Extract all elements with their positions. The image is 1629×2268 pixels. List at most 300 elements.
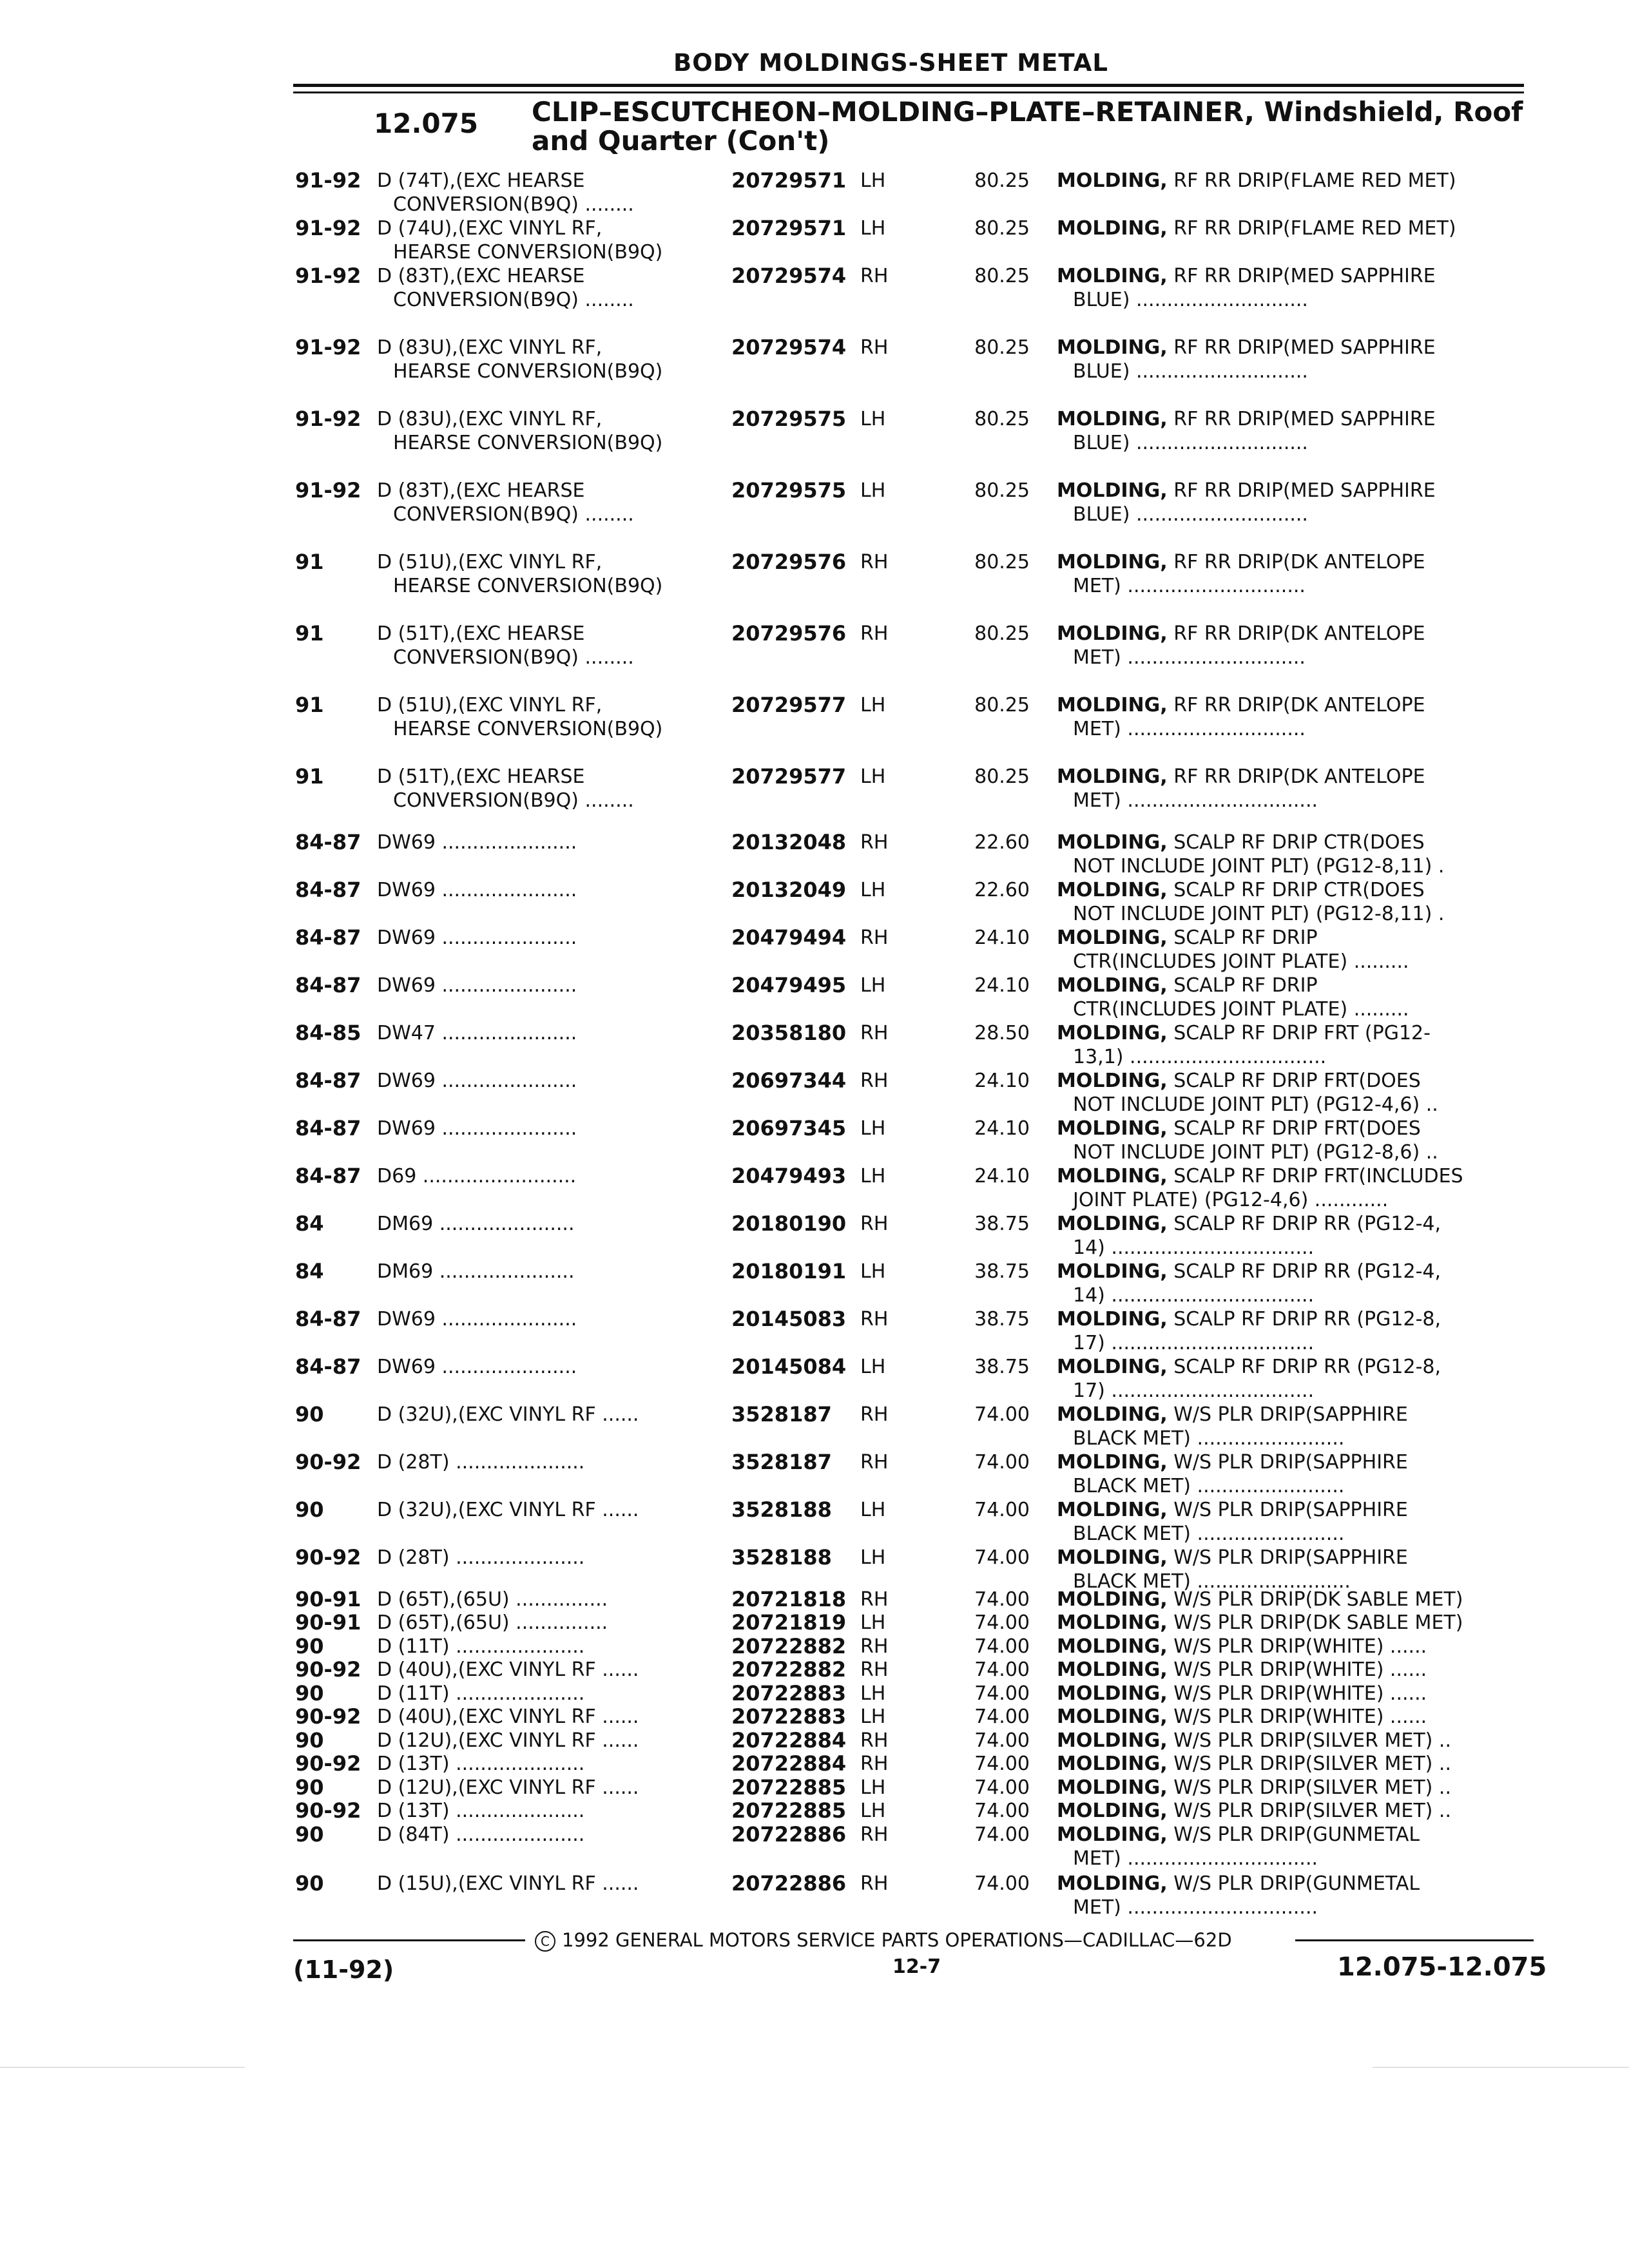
row-description — [377, 1729, 639, 1753]
row-description-line: CONVERSION(B9Q) ........ — [393, 193, 634, 216]
row-description-line: D (74T),(EXC HEARSE — [377, 169, 585, 192]
row-year: 91 — [295, 621, 324, 646]
row-price: 74.00 — [974, 1658, 1030, 1681]
row-part-number: 20722884 — [731, 1728, 847, 1753]
row-description — [377, 878, 577, 902]
row-position: LH — [860, 1260, 886, 1283]
row-price: 22.60 — [974, 879, 1030, 901]
row-part-name — [1057, 1117, 1438, 1164]
row-part-name-line: RF RR DRIP(MED SAPPHIRE — [1173, 479, 1436, 502]
row-price: 74.00 — [974, 1635, 1030, 1658]
row-position: RH — [860, 1635, 889, 1658]
scan-artifact-right — [1373, 2067, 1629, 2068]
row-part-number: 20721819 — [731, 1610, 847, 1635]
row-description-line: D (13T) ..................... — [377, 1800, 585, 1822]
row-part-name — [1057, 264, 1436, 312]
section-title-line1: CLIP–ESCUTCHEON–MOLDING–PLATE–RETAINER, Windshield, Roof — [532, 96, 1523, 128]
row-part-number: 20729571 — [731, 168, 847, 193]
row-price: 28.50 — [974, 1022, 1030, 1044]
row-part-name-keyword: MOLDING, — [1057, 408, 1168, 430]
row-part-name-keyword: MOLDING, — [1057, 1308, 1168, 1331]
row-description-line: DW69 ...................... — [377, 1308, 577, 1331]
row-part-name-line: BLACK MET) ........................ — [1073, 1427, 1345, 1450]
row-part-name-keyword: MOLDING, — [1057, 1872, 1168, 1895]
row-part-name-line: JOINT PLATE) (PG12-4,6) ............ — [1073, 1189, 1389, 1211]
row-description — [377, 1611, 608, 1635]
footer-copyright — [535, 1929, 1232, 1952]
row-part-name — [1057, 1307, 1441, 1355]
row-part-number: 20722884 — [731, 1751, 847, 1776]
row-part-number: 20697344 — [731, 1068, 847, 1093]
row-description — [377, 1498, 639, 1522]
row-part-name-line: W/S PLR DRIP(GUNMETAL — [1173, 1823, 1420, 1846]
row-part-name-line: RF RR DRIP(DK ANTELOPE — [1173, 765, 1425, 788]
row-year: 90 — [295, 1402, 324, 1427]
row-part-name-line: SCALP RF DRIP FRT (PG12- — [1173, 1022, 1431, 1044]
row-part-number: 20722882 — [731, 1657, 847, 1682]
row-part-number: 3528187 — [731, 1450, 832, 1474]
row-description — [377, 926, 577, 950]
row-price: 74.00 — [974, 1872, 1030, 1895]
row-year: 84 — [295, 1259, 324, 1283]
row-price: 74.00 — [974, 1800, 1030, 1822]
row-price: 80.25 — [974, 694, 1030, 716]
row-description — [377, 407, 662, 455]
row-description — [377, 1307, 577, 1331]
row-description — [377, 1117, 577, 1140]
row-description-line: D (40U),(EXC VINYL RF ...... — [377, 1706, 639, 1728]
row-price: 80.25 — [974, 408, 1030, 430]
row-part-name-line: SCALP RF DRIP CTR(DOES — [1173, 831, 1425, 854]
row-part-name-line: W/S PLR DRIP(SAPPHIRE — [1173, 1546, 1408, 1569]
row-part-number: 20479494 — [731, 925, 847, 950]
row-price: 38.75 — [974, 1260, 1030, 1283]
row-description — [377, 1823, 584, 1847]
row-description-line: D (51U),(EXC VINYL RF, — [377, 551, 602, 573]
row-year: 91-92 — [295, 478, 361, 503]
row-description — [377, 1635, 584, 1658]
row-position: RH — [860, 1872, 889, 1895]
row-part-name-keyword: MOLDING, — [1057, 927, 1168, 949]
row-part-number: 3528187 — [731, 1402, 832, 1427]
row-part-name-line: BLACK MET) ........................ — [1073, 1475, 1345, 1497]
row-position: LH — [860, 1356, 886, 1378]
row-price: 38.75 — [974, 1213, 1030, 1235]
row-part-name — [1057, 765, 1425, 812]
row-year: 91-92 — [295, 168, 361, 193]
row-price: 74.00 — [974, 1499, 1030, 1521]
row-part-number: 20729574 — [731, 335, 847, 360]
row-description — [377, 831, 577, 854]
row-price: 80.25 — [974, 765, 1030, 788]
row-description — [377, 1658, 639, 1682]
row-description — [377, 216, 662, 264]
row-part-name — [1057, 1588, 1463, 1611]
row-part-name — [1057, 1069, 1438, 1117]
row-part-name — [1057, 169, 1456, 193]
row-part-name-line: SCALP RF DRIP — [1173, 974, 1318, 997]
row-part-name-line: W/S PLR DRIP(WHITE) ...... — [1173, 1682, 1427, 1705]
row-part-name-line: RF RR DRIP(DK ANTELOPE — [1173, 622, 1425, 645]
row-description — [377, 1260, 575, 1283]
row-part-name-line: W/S PLR DRIP(WHITE) ...... — [1173, 1658, 1427, 1681]
row-part-number: 20697345 — [731, 1116, 847, 1140]
row-year: 84-87 — [295, 1068, 361, 1093]
row-position: LH — [860, 169, 886, 192]
row-part-name-keyword: MOLDING, — [1057, 265, 1168, 287]
row-year: 84-87 — [295, 1164, 361, 1188]
row-year: 90-92 — [295, 1798, 361, 1823]
row-part-name — [1057, 926, 1409, 974]
row-part-name-line: SCALP RF DRIP CTR(DOES — [1173, 879, 1425, 901]
row-position: LH — [860, 479, 886, 502]
row-part-name-line: SCALP RF DRIP FRT(DOES — [1173, 1070, 1421, 1092]
row-part-name-keyword: MOLDING, — [1057, 217, 1168, 240]
row-description — [377, 1588, 608, 1611]
scan-artifact-left — [0, 2067, 245, 2068]
row-position: LH — [860, 694, 886, 716]
row-description — [377, 336, 662, 383]
row-part-name-keyword: MOLDING, — [1057, 831, 1168, 854]
row-year: 90-91 — [295, 1587, 361, 1611]
row-description — [377, 622, 634, 669]
row-description-line: D (74U),(EXC VINYL RF, — [377, 217, 602, 240]
row-part-number: 20145084 — [731, 1354, 847, 1379]
row-position: RH — [860, 622, 889, 645]
row-part-name-line: BLUE) ............................ — [1073, 289, 1308, 311]
row-part-number: 20729577 — [731, 693, 847, 717]
row-part-name-line: W/S PLR DRIP(GUNMETAL — [1173, 1872, 1420, 1895]
row-part-name — [1057, 831, 1444, 878]
row-description-line: D (13T) ..................... — [377, 1753, 585, 1775]
row-year: 90-91 — [295, 1610, 361, 1635]
row-description-line: DW69 ...................... — [377, 974, 577, 997]
row-part-name-keyword: MOLDING, — [1057, 1451, 1168, 1474]
row-position: LH — [860, 1165, 886, 1187]
row-description-line: D (12U),(EXC VINYL RF ...... — [377, 1776, 639, 1799]
row-description-line: D (51T),(EXC HEARSE — [377, 765, 585, 788]
row-part-name-keyword: MOLDING, — [1057, 879, 1168, 901]
row-part-name-keyword: MOLDING, — [1057, 765, 1168, 788]
row-price: 74.00 — [974, 1611, 1030, 1634]
row-description-line: HEARSE CONVERSION(B9Q) — [393, 718, 663, 740]
row-year: 90 — [295, 1634, 324, 1658]
row-part-name-keyword: MOLDING, — [1057, 336, 1168, 359]
row-part-number: 20145083 — [731, 1307, 847, 1331]
row-description — [377, 1799, 584, 1823]
row-price: 74.00 — [974, 1753, 1030, 1775]
row-price: 24.10 — [974, 1070, 1030, 1092]
row-price: 38.75 — [974, 1308, 1030, 1331]
row-part-name-line: 17) ................................. — [1073, 1332, 1315, 1354]
row-part-number: 20722886 — [731, 1871, 847, 1896]
row-part-name — [1057, 1546, 1408, 1593]
row-part-name-line: NOT INCLUDE JOINT PLT) (PG12-8,6) .. — [1073, 1141, 1438, 1164]
row-year: 84-87 — [295, 878, 361, 902]
row-description-line: D (11T) ..................... — [377, 1682, 585, 1705]
row-part-name-line: NOT INCLUDE JOINT PLT) (PG12-8,11) . — [1073, 903, 1445, 925]
page-header-title: BODY MOLDINGS-SHEET METAL — [673, 49, 1108, 77]
row-part-name — [1057, 1705, 1427, 1729]
row-price: 74.00 — [974, 1403, 1030, 1426]
row-description-line: D69 ......................... — [377, 1165, 577, 1187]
row-description — [377, 479, 634, 526]
row-position: LH — [860, 217, 886, 240]
row-description-line: D (32U),(EXC VINYL RF ...... — [377, 1499, 639, 1521]
row-part-name-line: W/S PLR DRIP(DK SABLE MET) — [1173, 1611, 1463, 1634]
row-description-line: D (40U),(EXC VINYL RF ...... — [377, 1658, 639, 1681]
row-position: RH — [860, 551, 889, 573]
row-year: 90-92 — [295, 1450, 361, 1474]
row-year: 84-87 — [295, 830, 361, 854]
row-part-name-line: 13,1) ................................ — [1073, 1046, 1327, 1068]
row-part-name — [1057, 622, 1425, 669]
row-part-name-line: W/S PLR DRIP(SILVER MET) .. — [1173, 1800, 1451, 1822]
row-description-line: DW69 ...................... — [377, 1117, 577, 1140]
row-price: 74.00 — [974, 1451, 1030, 1474]
row-part-name-keyword: MOLDING, — [1057, 1658, 1168, 1681]
row-part-name-keyword: MOLDING, — [1057, 694, 1168, 716]
row-position: LH — [860, 1706, 886, 1728]
row-part-name-line: NOT INCLUDE JOINT PLT) (PG12-4,6) .. — [1073, 1093, 1438, 1116]
row-part-name-line: W/S PLR DRIP(WHITE) ...... — [1173, 1635, 1427, 1658]
row-part-name-line: SCALP RF DRIP RR (PG12-8, — [1173, 1356, 1441, 1378]
row-price: 24.10 — [974, 1165, 1030, 1187]
row-position: LH — [860, 1546, 886, 1569]
row-price: 80.25 — [974, 336, 1030, 359]
row-part-number: 3528188 — [731, 1545, 832, 1570]
row-part-number: 20729577 — [731, 764, 847, 789]
row-description — [377, 1682, 584, 1706]
footer-section-range: 12.075-12.075 — [1337, 1952, 1547, 1982]
row-description — [377, 1355, 577, 1379]
row-part-name-keyword: MOLDING, — [1057, 551, 1168, 573]
row-position: LH — [860, 879, 886, 901]
row-part-name-line: W/S PLR DRIP(SAPPHIRE — [1173, 1403, 1408, 1426]
row-description — [377, 1403, 639, 1427]
row-description-line: D (83T),(EXC HEARSE — [377, 479, 585, 502]
row-price: 74.00 — [974, 1776, 1030, 1799]
row-position: RH — [860, 1588, 889, 1611]
row-part-number: 20722883 — [731, 1704, 847, 1729]
row-price: 74.00 — [974, 1823, 1030, 1846]
row-description — [377, 169, 634, 216]
row-part-name-line: BLACK MET) ........................ — [1073, 1523, 1345, 1545]
row-part-name-keyword: MOLDING, — [1057, 1635, 1168, 1658]
row-part-name-keyword: MOLDING, — [1057, 1706, 1168, 1728]
row-price: 80.25 — [974, 217, 1030, 240]
footer-page-number: 12-7 — [892, 1956, 941, 1978]
row-part-number: 20729574 — [731, 264, 847, 288]
row-part-number: 20729576 — [731, 550, 847, 574]
row-part-number: 20479493 — [731, 1164, 847, 1188]
row-part-name — [1057, 1682, 1427, 1706]
row-year: 91-92 — [295, 335, 361, 360]
row-part-name-line: NOT INCLUDE JOINT PLT) (PG12-8,11) . — [1073, 855, 1445, 878]
row-position: LH — [860, 1117, 886, 1140]
row-part-name-line: SCALP RF DRIP RR (PG12-4, — [1173, 1260, 1441, 1283]
row-part-number: 20358180 — [731, 1021, 847, 1045]
row-part-name-keyword: MOLDING, — [1057, 622, 1168, 645]
row-part-name — [1057, 216, 1456, 240]
row-description-line: D (83T),(EXC HEARSE — [377, 265, 585, 287]
row-description-line: D (51T),(EXC HEARSE — [377, 622, 585, 645]
row-year: 90 — [295, 1728, 324, 1753]
row-description-line: HEARSE CONVERSION(B9Q) — [393, 575, 663, 597]
row-part-name-line: SCALP RF DRIP FRT(DOES — [1173, 1117, 1421, 1140]
row-part-name-line: W/S PLR DRIP(SAPPHIRE — [1173, 1499, 1408, 1521]
row-price: 74.00 — [974, 1682, 1030, 1705]
row-part-name-line: SCALP RF DRIP FRT(INCLUDES — [1173, 1165, 1463, 1187]
row-part-name-keyword: MOLDING, — [1057, 1165, 1168, 1187]
row-description — [377, 1212, 575, 1236]
row-part-name-line: RF RR DRIP(MED SAPPHIRE — [1173, 336, 1436, 359]
row-part-number: 20479495 — [731, 973, 847, 997]
row-year: 84-87 — [295, 1354, 361, 1379]
row-part-name — [1057, 1776, 1451, 1800]
row-description-line: D (12U),(EXC VINYL RF ...... — [377, 1729, 639, 1752]
row-description-line: D (65T),(65U) ............... — [377, 1611, 608, 1634]
row-part-name-line: W/S PLR DRIP(SILVER MET) .. — [1173, 1753, 1451, 1775]
row-position: RH — [860, 1213, 889, 1235]
row-year: 84 — [295, 1211, 324, 1236]
row-part-number: 20180191 — [731, 1259, 847, 1283]
row-part-name-line: MET) ............................... — [1073, 1847, 1318, 1870]
row-description-line: DW69 ...................... — [377, 879, 577, 901]
row-description — [377, 1450, 584, 1474]
row-part-name-keyword: MOLDING, — [1057, 1022, 1168, 1044]
row-description-line: CONVERSION(B9Q) ........ — [393, 503, 634, 526]
row-part-name — [1057, 693, 1425, 741]
row-part-name-keyword: MOLDING, — [1057, 1753, 1168, 1775]
row-part-number: 20180190 — [731, 1211, 847, 1236]
row-part-name-line: 17) ................................. — [1073, 1379, 1315, 1402]
row-price: 74.00 — [974, 1729, 1030, 1752]
row-description-line: DM69 ...................... — [377, 1213, 575, 1235]
row-year: 90 — [295, 1775, 324, 1800]
row-position: LH — [860, 1800, 886, 1822]
row-description-line: DW69 ...................... — [377, 831, 577, 854]
row-price: 74.00 — [974, 1706, 1030, 1728]
row-part-name-keyword: MOLDING, — [1057, 1776, 1168, 1799]
row-position: RH — [860, 1823, 889, 1846]
row-year: 91 — [295, 550, 324, 574]
row-part-name — [1057, 1658, 1427, 1682]
row-position: RH — [860, 1451, 889, 1474]
row-part-number: 20722883 — [731, 1681, 847, 1706]
row-description-line: D (11T) ..................... — [377, 1635, 585, 1658]
row-description — [377, 1546, 584, 1570]
row-part-name-line: MET) ............................. — [1073, 718, 1306, 740]
row-price: 80.25 — [974, 169, 1030, 192]
row-price: 74.00 — [974, 1588, 1030, 1611]
row-part-name-line: W/S PLR DRIP(DK SABLE MET) — [1173, 1588, 1463, 1611]
row-year: 90-92 — [295, 1751, 361, 1776]
row-position: RH — [860, 1403, 889, 1426]
row-year: 90-92 — [295, 1704, 361, 1729]
row-part-number: 20722885 — [731, 1798, 847, 1823]
row-price: 80.25 — [974, 479, 1030, 502]
row-position: RH — [860, 1729, 889, 1752]
row-description-line: HEARSE CONVERSION(B9Q) — [393, 360, 663, 383]
row-part-name-keyword: MOLDING, — [1057, 1611, 1168, 1634]
row-part-name — [1057, 550, 1425, 598]
row-description-line: D (28T) ..................... — [377, 1451, 585, 1474]
row-part-name — [1057, 1872, 1420, 1919]
row-year: 91-92 — [295, 264, 361, 288]
row-part-name-keyword: MOLDING, — [1057, 479, 1168, 502]
row-position: RH — [860, 1753, 889, 1775]
row-year: 91 — [295, 764, 324, 789]
row-price: 80.25 — [974, 265, 1030, 287]
row-part-name-line: BLUE) ............................ — [1073, 360, 1308, 383]
row-part-name-keyword: MOLDING, — [1057, 1682, 1168, 1705]
row-description-line: HEARSE CONVERSION(B9Q) — [393, 432, 663, 454]
row-part-name-keyword: MOLDING, — [1057, 974, 1168, 997]
row-price: 24.10 — [974, 974, 1030, 997]
row-part-name — [1057, 1212, 1441, 1260]
row-part-number: 20132049 — [731, 878, 847, 902]
row-part-name-keyword: MOLDING, — [1057, 169, 1168, 192]
row-position: LH — [860, 765, 886, 788]
row-description-line: D (28T) ..................... — [377, 1546, 585, 1569]
row-part-number: 20722886 — [731, 1822, 847, 1847]
row-year: 91 — [295, 693, 324, 717]
row-part-name-keyword: MOLDING, — [1057, 1213, 1168, 1235]
row-part-name — [1057, 336, 1436, 383]
row-description — [377, 550, 662, 598]
section-number: 12.075 — [374, 108, 479, 139]
row-year: 84-87 — [295, 1307, 361, 1331]
row-description — [377, 1872, 639, 1896]
row-part-number: 20729576 — [731, 621, 847, 646]
row-description — [377, 693, 662, 741]
row-part-name-line: BLUE) ............................ — [1073, 432, 1308, 454]
row-part-name-line: SCALP RF DRIP RR (PG12-4, — [1173, 1213, 1441, 1235]
row-part-name-line: MET) ............................. — [1073, 646, 1306, 669]
row-part-name-keyword: MOLDING, — [1057, 1356, 1168, 1378]
row-part-name-line: RF RR DRIP(MED SAPPHIRE — [1173, 408, 1436, 430]
row-description — [377, 974, 577, 997]
row-description-line: D (83U),(EXC VINYL RF, — [377, 336, 602, 359]
row-description — [377, 765, 634, 812]
section-title-line2: and Quarter (Con't) — [532, 125, 830, 157]
row-part-name-line: SCALP RF DRIP RR (PG12-8, — [1173, 1308, 1441, 1331]
row-part-number: 3528188 — [731, 1497, 832, 1522]
row-price: 74.00 — [974, 1546, 1030, 1569]
row-part-name — [1057, 1635, 1427, 1658]
row-price: 38.75 — [974, 1356, 1030, 1378]
row-part-number: 20721818 — [731, 1587, 847, 1611]
row-year: 90 — [295, 1497, 324, 1522]
footer-copyright-text: 1992 GENERAL MOTORS SERVICE PARTS OPERATIONS—CADILLAC—62D — [562, 1929, 1232, 1951]
row-position: RH — [860, 336, 889, 359]
row-position: RH — [860, 831, 889, 854]
row-part-name-line: W/S PLR DRIP(SILVER MET) .. — [1173, 1729, 1451, 1752]
row-description-line: D (51U),(EXC VINYL RF, — [377, 694, 602, 716]
row-part-name — [1057, 1403, 1408, 1450]
row-part-name-line: RF RR DRIP(FLAME RED MET) — [1173, 217, 1456, 240]
row-year: 91-92 — [295, 216, 361, 240]
row-part-name-line: CTR(INCLUDES JOINT PLATE) ......... — [1073, 998, 1409, 1021]
footer-rule-right — [1295, 1939, 1534, 1941]
row-part-name-keyword: MOLDING, — [1057, 1403, 1168, 1426]
row-part-name-line: W/S PLR DRIP(SILVER MET) .. — [1173, 1776, 1451, 1799]
row-part-name-line: CTR(INCLUDES JOINT PLATE) ......... — [1073, 950, 1409, 973]
row-description-line: DW47 ...................... — [377, 1022, 577, 1044]
row-part-name-keyword: MOLDING, — [1057, 1260, 1168, 1283]
row-position: RH — [860, 927, 889, 949]
